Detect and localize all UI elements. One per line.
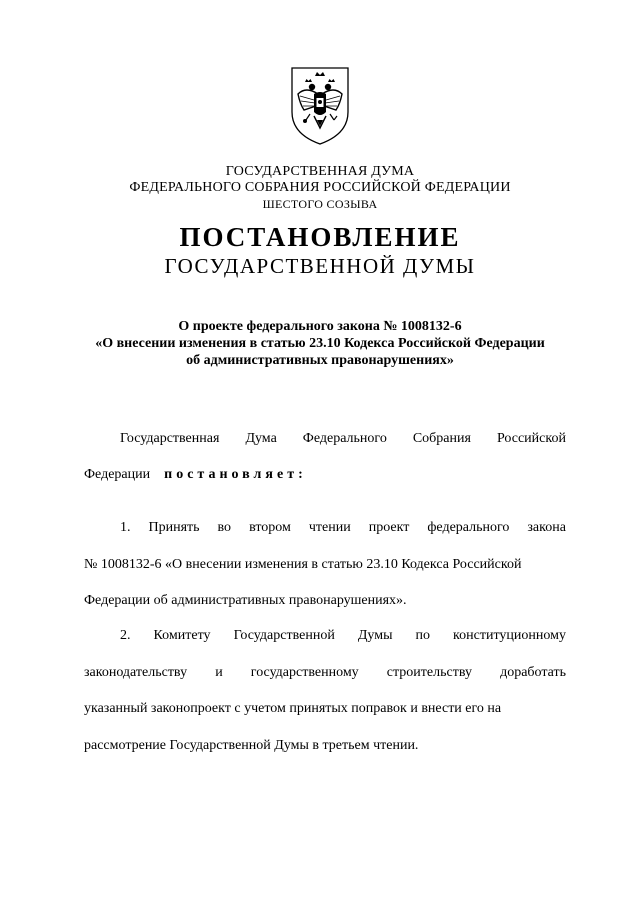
item2-word: конституционному	[453, 628, 566, 643]
item2-line2	[84, 664, 566, 682]
item1-line2: № 1008132-6 «О внесении изменения в статью 23.10 Кодекса Российской	[84, 557, 522, 572]
document-type: ПОСТАНОВЛЕНИЕ	[179, 222, 461, 252]
preamble-federation: Федерации	[84, 467, 151, 482]
resolves-keyword: постановляет:	[164, 467, 307, 482]
org-name-line1: ГОСУДАРСТВЕННАЯ ДУМА	[225, 164, 415, 179]
item2-line3: указанный законопроект с учетом принятых поправок и внести его на	[84, 701, 502, 716]
item2-word: доработать	[500, 665, 566, 680]
preamble-word: Федерального	[302, 431, 387, 446]
preamble-word: Российской	[496, 431, 566, 446]
item2-word: Думы	[357, 628, 393, 643]
item1-word: втором	[249, 520, 291, 535]
coat-of-arms-emblem	[288, 64, 352, 148]
item-number: 1.	[120, 520, 131, 535]
preamble-word: Собрания	[412, 431, 471, 446]
item2-word: Государственной	[233, 628, 335, 643]
convocation: ШЕСТОГО СОЗЫВА	[262, 197, 378, 211]
item1-line1	[84, 519, 566, 537]
item1-word: Принять	[148, 520, 200, 535]
item2-line1	[84, 627, 566, 645]
subject-line2: «О внесении изменения в статью 23.10 Кодекса Российской Федерации	[95, 336, 545, 351]
item-number: 2.	[120, 628, 131, 643]
item1-word: проект	[368, 520, 410, 535]
subject-line1: О проекте федерального закона № 1008132-6	[178, 319, 462, 334]
item2-word: строительству	[386, 665, 472, 680]
item1-word: чтении	[308, 520, 351, 535]
eagle-icon	[288, 64, 352, 148]
document-issuer: ГОСУДАРСТВЕННОЙ ДУМЫ	[164, 254, 476, 278]
preamble-line2	[84, 466, 566, 484]
preamble-line1	[84, 430, 566, 448]
item2-word: Комитету	[153, 628, 211, 643]
item1-line3: Федерации об административных правонарушениях».	[84, 593, 407, 608]
item1-word: во	[217, 520, 232, 535]
item1-word: федерального	[427, 520, 510, 535]
item1-word: закона	[527, 520, 566, 535]
item2-word: государственному	[250, 665, 359, 680]
item2-word: и	[215, 665, 223, 680]
preamble-word: Дума	[245, 431, 277, 446]
subject-line3: об административных правонарушениях»	[186, 353, 454, 368]
item2-word: по	[415, 628, 431, 643]
preamble-word: Государственная	[120, 431, 220, 446]
item2-line4: рассмотрение Государственной Думы в третьем чтении.	[84, 738, 419, 753]
item2-word: законодательству	[84, 665, 188, 680]
org-name-line2: ФЕДЕРАЛЬНОГО СОБРАНИЯ РОССИЙСКОЙ ФЕДЕРАЦИИ	[129, 180, 511, 195]
